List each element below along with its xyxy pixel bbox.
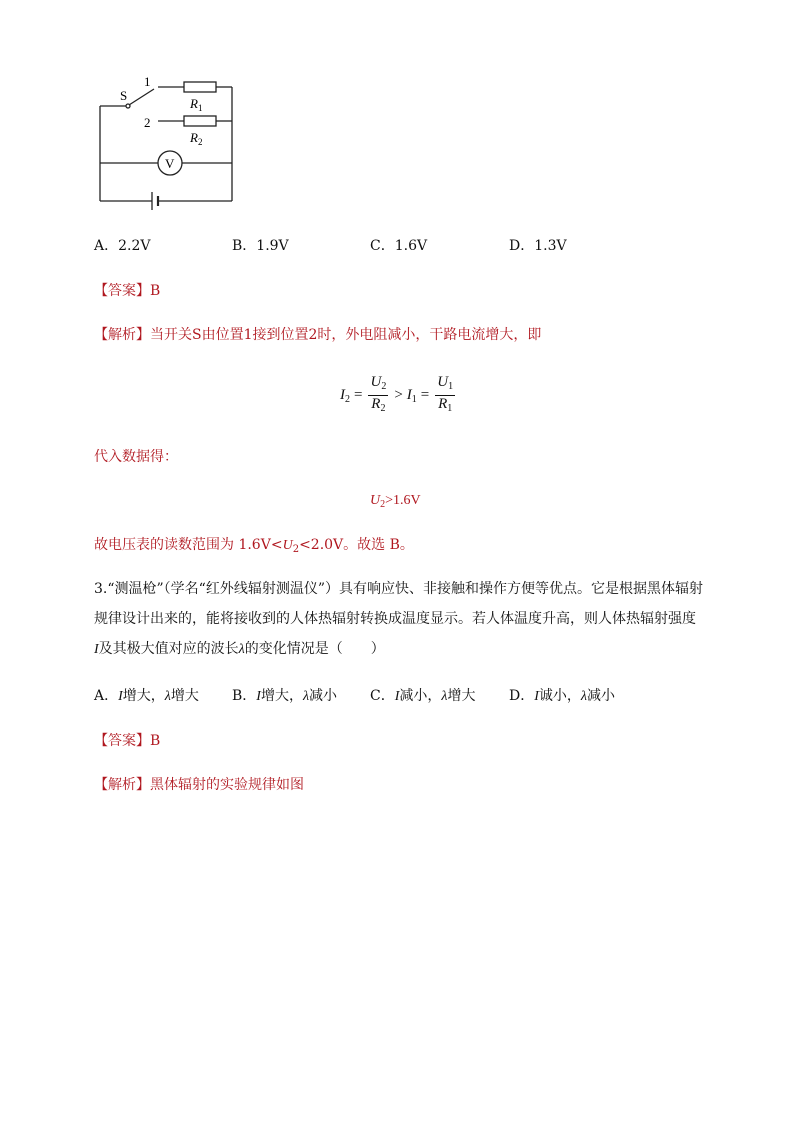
answer-q2: 【答案】B — [94, 283, 161, 299]
option-c: C．1.6V — [370, 238, 428, 254]
q3-line-3: I及其极大值对应的波长λ的变化情况是（ ） — [94, 641, 385, 657]
q3-option-a: A．I增大，λ增大 — [94, 688, 199, 704]
fraction-u2-r2: $\frac{U_2}{R_2}$ — [370, 374, 387, 414]
q3-option-b: B．I增大，λ减小 — [232, 688, 338, 704]
question-3 — [94, 574, 704, 665]
q3-line-2: 规律设计出来的，能将接收到的人体热辐射转换成温度显示。若人体温度升高，则人体热辐射强度 — [94, 611, 696, 627]
q3-line-1: 3.“测温枪”（学名“红外线辐射测温仪”）具有响应快、非接触和操作方便等优点。它是根据黑体辐射 — [94, 581, 703, 597]
eq-mid: $I_1$ — [406, 386, 417, 405]
analysis-q2 — [94, 325, 541, 345]
analysis-text: 当开关S由位置1接到位置2时，外电阻减小，干路电流增大，即 — [150, 327, 542, 343]
option-a: A．2.2V — [94, 238, 151, 254]
eq-lhs: $I_2$ — [340, 386, 350, 405]
eq-sign-1: = — [354, 387, 363, 403]
eq-gt: > — [394, 387, 403, 403]
result-inequality: $U_2>1.6V$ — [370, 493, 421, 510]
answer-q3: 【答案】B — [94, 733, 161, 749]
switch-label: S — [120, 88, 128, 103]
conclusion-text: 故电压表的读数范围为 $1.6V<U_2<2.0V$。故选 B。 — [94, 537, 414, 555]
current-inequality — [340, 374, 457, 417]
analysis-q3: 【解析】黑体辐射的实验规律如图 — [94, 777, 304, 793]
position-1-label: 1 — [144, 74, 151, 89]
option-d: D．1.3V — [509, 238, 567, 254]
circuit-diagram — [94, 70, 244, 215]
option-b: B．1.9V — [232, 238, 289, 254]
q3-option-d: D．I诚小，λ减小 — [509, 688, 615, 704]
voltmeter-label: V — [165, 156, 175, 171]
analysis-tag: 【解析】 — [94, 327, 150, 343]
fraction-u1-r1: $\frac{U_1}{R_1}$ — [437, 374, 454, 414]
q3-option-c: C．I减小，λ增大 — [370, 688, 476, 704]
position-2-label: 2 — [144, 115, 151, 130]
resistor-r1-label: $R_1$ — [190, 96, 203, 113]
substitute-text: 代入数据得： — [94, 449, 178, 465]
eq-sign-2: = — [420, 387, 430, 403]
resistor-r2-label: $R_2$ — [190, 130, 203, 147]
